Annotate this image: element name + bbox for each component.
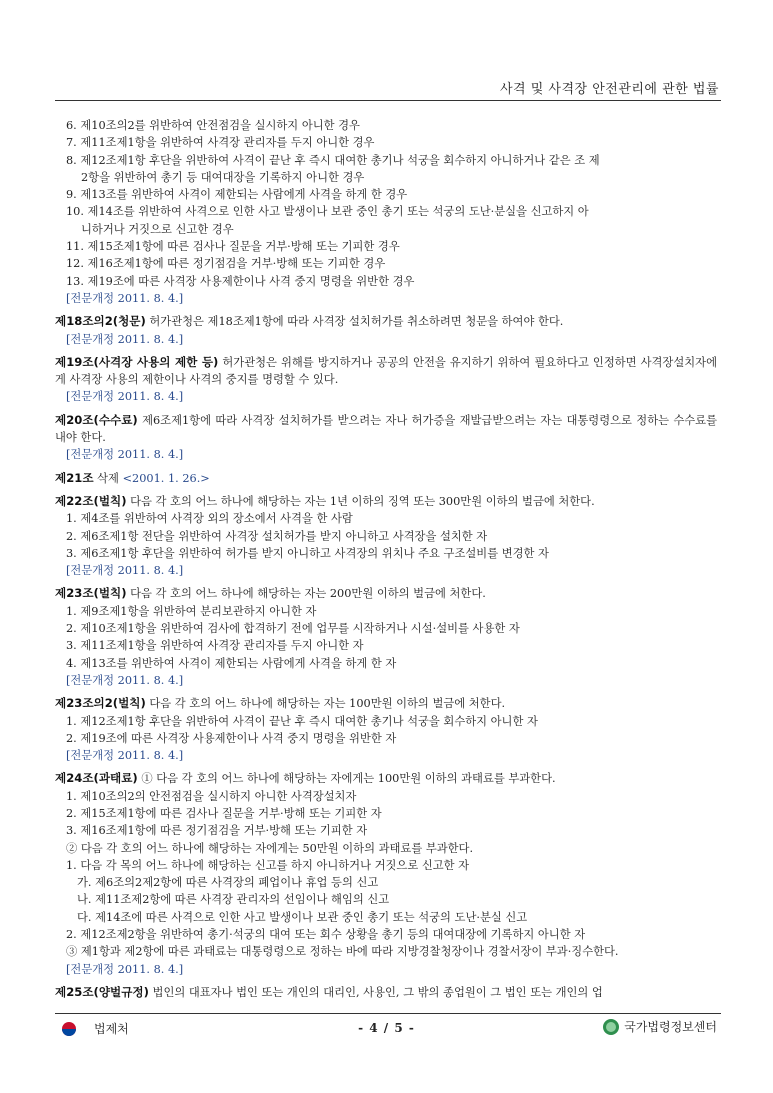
amendment-note: [전문개정 2011. 8. 4.] <box>66 390 184 404</box>
page-number: - 4 / 5 - <box>358 1021 415 1035</box>
article-title: 제21조 <box>55 470 94 485</box>
list-item-continued: 니하거나 거짓으로 신고한 경우 <box>81 222 234 236</box>
law-body <box>55 117 721 1001</box>
list-item: 2. 제6조제1항 전단을 위반하여 사격장 설치허가를 받지 아니하고 사격장을 설치한 자 <box>66 529 488 543</box>
article-text: 법인의 대표자나 법인 또는 개인의 대리인, 사용인, 그 밖의 종업원이 그 법인 또는 개인의 업 <box>148 985 603 999</box>
article-title: 제23조(벌칙) <box>55 586 127 601</box>
list-item: 4. 제13조를 위반하여 사격이 제한되는 사람에게 사격을 하게 한 자 <box>66 656 397 670</box>
article-19 <box>55 354 721 389</box>
article-25 <box>55 984 721 1001</box>
list-item: 8. 제12조제1항 후단을 위반하여 사격이 끝난 후 즉시 대여한 총기나 석궁을 회수하지 아니하거나 같은 조 제 <box>66 153 600 167</box>
list-item: 10. 제14조를 위반하여 사격으로 인한 사고 발생이나 보관 중인 총기 또는 석궁의 도난·분실을 신고하지 아 <box>66 205 589 219</box>
article-text: 제6조제1항에 따라 사격장 설치허가를 받으려는 자나 허가증을 재발급받으려는 자는 대통령령으로 정하는 수수료를 내야 한다. <box>55 413 717 445</box>
law-info-center-logo-icon <box>603 1019 619 1035</box>
list-item: 11. 제15조제1항에 따른 검사나 질문을 거부·방해 또는 기피한 경우 <box>66 240 400 254</box>
list-item: 13. 제19조에 따른 사격장 사용제한이나 사격 중지 명령을 위반한 경우 <box>66 274 415 288</box>
article-title: 제19조(사격장 사용의 제한 등) <box>55 354 219 369</box>
list-item: 2. 제10조제1항을 위반하여 검사에 합격하기 전에 업무를 시작하거나 시설·설비를 사용한 자 <box>66 622 520 636</box>
list-item: 2. 제19조에 따른 사격장 사용제한이나 사격 중지 명령을 위반한 자 <box>66 731 397 745</box>
page-header <box>55 72 721 101</box>
paragraph: ② 다음 각 호의 어느 하나에 해당하는 자에게는 50만원 이하의 과태료를 부과한다. <box>66 841 474 855</box>
paragraph: ③ 제1항과 제2항에 따른 과태료는 대통령령으로 정하는 바에 따라 지방경찰청장이나 경찰서장이 부과·징수한다. <box>66 945 619 959</box>
list-item: 9. 제13조를 위반하여 사격이 제한되는 사람에게 사격을 하게 한 경우 <box>66 188 408 202</box>
law-title: 사격 및 사격장 안전관리에 관한 법률 <box>499 82 719 97</box>
article-title: 제22조(벌칙) <box>55 493 127 508</box>
article-text: 허가관청은 위해를 방지하거나 공공의 안전을 유지하기 위하여 필요하다고 인정하면 사격장설치자에게 사격장 사용의 제한이나 사격의 중지를 명령할 수 있다. <box>55 355 717 387</box>
list-item: 1. 제10조의2의 안전점검을 실시하지 아니한 사격장설치자 <box>66 789 357 803</box>
amendment-note: [전문개정 2011. 8. 4.] <box>66 564 184 578</box>
article-22 <box>55 493 721 510</box>
article-20 <box>55 412 721 447</box>
list-item: 2. 제15조제1항에 따른 검사나 질문을 거부·방해 또는 기피한 자 <box>66 806 382 820</box>
list-item: 3. 제16조제1항에 따른 정기점검을 거부·방해 또는 기피한 자 <box>66 824 368 838</box>
amendment-note: [전문개정 2011. 8. 4.] <box>66 291 184 305</box>
footer-left-label: 법제처 <box>94 1022 129 1036</box>
footer-right-label: 국가법령정보센터 <box>624 1020 717 1034</box>
list-item: 7. 제11조제1항을 위반하여 사격장 관리자를 두지 아니한 경우 <box>66 136 375 150</box>
article-title: 제18조의2(청문) <box>55 314 146 329</box>
list-item: 1. 제4조를 위반하여 사격장 외의 장소에서 사격을 한 사람 <box>66 512 353 526</box>
article-24 <box>55 770 721 787</box>
amendment-note: [전문개정 2011. 8. 4.] <box>66 448 184 462</box>
list-item: 3. 제6조제1항 후단을 위반하여 허가를 받지 아니하고 사격장의 위치나 주요 구조설비를 변경한 자 <box>66 546 549 560</box>
article-text: 다음 각 호의 어느 하나에 해당하는 자는 100만원 이하의 벌금에 처한다. <box>145 697 506 711</box>
amendment-note: [전문개정 2011. 8. 4.] <box>66 673 184 687</box>
list-item: 1. 제9조제1항을 위반하여 분리보관하지 아니한 자 <box>66 604 317 618</box>
list-item: 12. 제16조제1항에 따른 정기점검을 거부·방해 또는 기피한 경우 <box>66 257 386 271</box>
article-title: 제25조(양벌규정) <box>55 984 149 999</box>
article-title: 제20조(수수료) <box>55 412 138 427</box>
article-text: ① 다음 각 호의 어느 하나에 해당하는 자에게는 100만원 이하의 과태료를 부과한다. <box>137 772 556 786</box>
footer-right <box>603 1018 717 1035</box>
article-21 <box>55 470 721 487</box>
article-text: 삭제 <box>93 471 123 485</box>
article-text: 다음 각 호의 어느 하나에 해당하는 자는 200만원 이하의 벌금에 처한다. <box>126 587 486 601</box>
sub-item: 가. 제6조의2제2항에 따른 사격장의 폐업이나 휴업 등의 신고 <box>77 876 379 890</box>
list-item-continued: 2항을 위반하여 총기 등 대여대장을 기록하지 아니한 경우 <box>81 170 365 184</box>
article-23 <box>55 585 721 602</box>
article-text: 다음 각 호의 어느 하나에 해당하는 자는 1년 이하의 징역 또는 300만원 이하의 벌금에 처한다. <box>126 494 595 508</box>
list-item: 1. 제12조제1항 후단을 위반하여 사격이 끝난 후 즉시 대여한 총기나 석궁을 회수하지 아니한 자 <box>66 714 538 728</box>
deletion-date: <2001. 1. 26.> <box>122 471 210 485</box>
amendment-note: [전문개정 2011. 8. 4.] <box>66 962 184 976</box>
article-18-2 <box>55 313 721 330</box>
article-title: 제23조의2(벌칙) <box>55 696 146 711</box>
article-23-2 <box>55 695 721 712</box>
list-item: 1. 다음 각 목의 어느 하나에 해당하는 신고를 하지 아니하거나 거짓으로 신고한 자 <box>66 858 470 872</box>
amendment-note: [전문개정 2011. 8. 4.] <box>66 749 184 763</box>
article-text: 허가관청은 제18조제1항에 따라 사격장 설치허가를 취소하려면 청문을 하여야 한다. <box>145 315 564 329</box>
list-item: 6. 제10조의2를 위반하여 안전점검을 실시하지 아니한 경우 <box>66 119 360 132</box>
sub-item: 나. 제11조제2항에 따른 사격장 관리자의 선임이나 해임의 신고 <box>77 893 390 907</box>
footer-divider <box>55 1013 721 1014</box>
article-title: 제24조(과태료) <box>55 771 138 786</box>
sub-item: 다. 제14조에 따른 사격으로 인한 사고 발생이나 보관 중인 총기 또는 석궁의 도난·분실 신고 <box>77 910 528 924</box>
amendment-note: [전문개정 2011. 8. 4.] <box>66 332 184 346</box>
list-item: 3. 제11조제1항을 위반하여 사격장 관리자를 두지 아니한 자 <box>66 639 364 653</box>
list-item: 2. 제12조제2항을 위반하여 총기·석궁의 대여 또는 회수 상황을 총기 등의 대여대장에 기록하지 아니한 자 <box>66 928 586 942</box>
